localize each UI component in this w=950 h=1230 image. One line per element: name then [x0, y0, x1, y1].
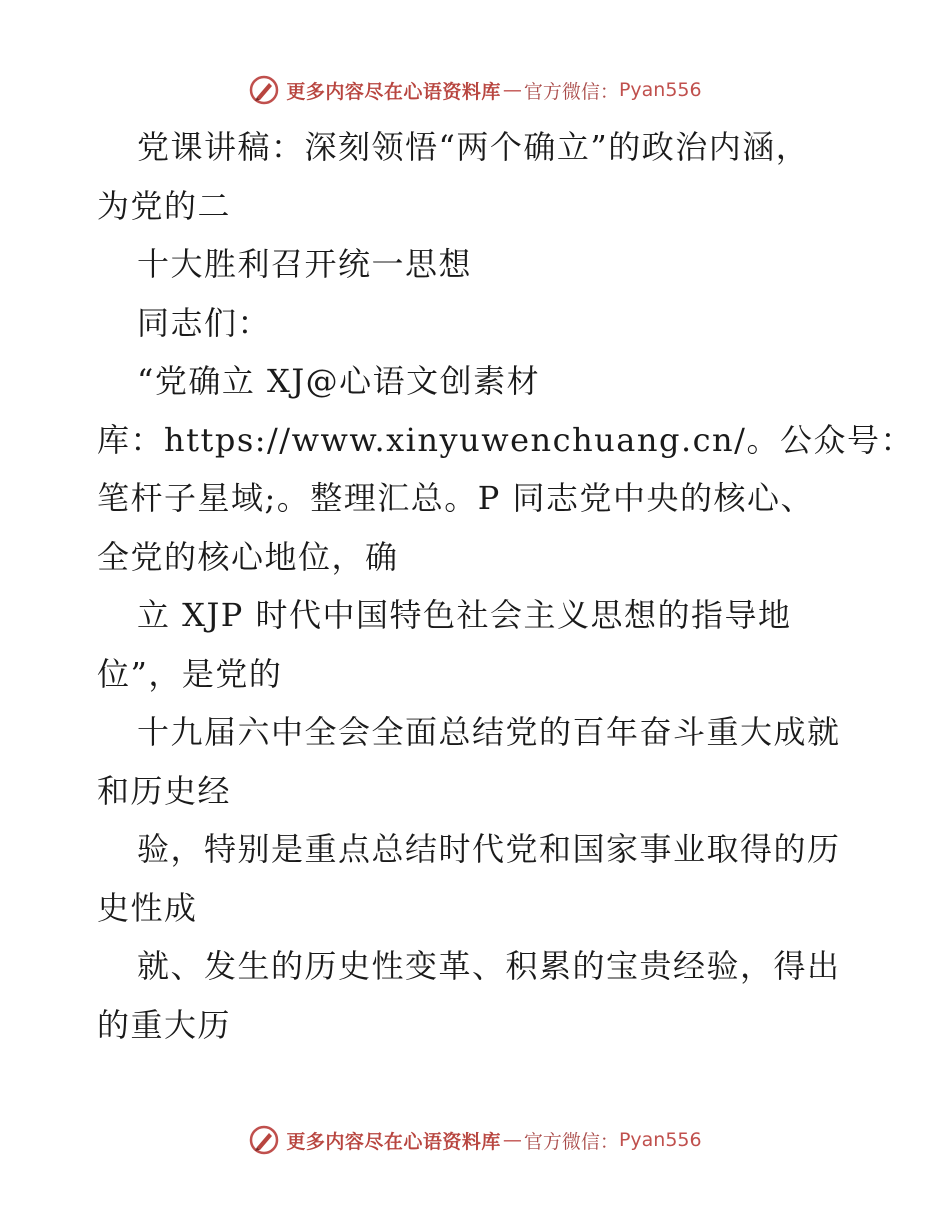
text-line: 笔杆子星域;。整理汇总。P 同志党中央的核心、 [97, 479, 814, 517]
text-line: 为党的二 [97, 186, 232, 225]
text-line: 就、发生的历史性变革、积累的宝贵经验，得出 [137, 947, 841, 985]
header-watermark [0, 70, 950, 110]
watermark-dash: — [502, 1129, 522, 1151]
watermark-id: Pyan556 [618, 79, 702, 101]
watermark-main-text: 更多内容尽在心语资料库 [286, 80, 501, 103]
watermark-sub-text: 官方微信： [523, 80, 619, 103]
text-line: 同志们： [137, 303, 272, 342]
text-line: “党确立 XJ@心语文创素材 [137, 362, 541, 400]
pen-logo-icon [248, 1124, 280, 1156]
text-line: 和历史经 [97, 771, 232, 810]
text-line: 党课讲稿：深刻领悟“两个确立”的政治内涵， [137, 128, 810, 166]
watermark-id: Pyan556 [618, 1129, 702, 1151]
watermark-main-text: 更多内容尽在心语资料库 [286, 1130, 501, 1153]
pen-logo-icon [248, 74, 280, 106]
text-line: 立 XJP 时代中国特色社会主义思想的指导地 [137, 596, 792, 634]
text-line: 库：https://www.xinyuwenchuang.cn/。公众号： [97, 420, 914, 459]
text-line: 位”，是党的 [97, 654, 283, 693]
text-line: 验，特别是重点总结时代党和国家事业取得的历 [137, 830, 841, 868]
footer-watermark [0, 1120, 950, 1160]
text-line: 的重大历 [97, 1005, 232, 1044]
text-line: 全党的核心地位，确 [97, 537, 399, 576]
watermark-sub-text: 官方微信： [523, 1130, 619, 1153]
text-line: 十九届六中全会全面总结党的百年奋斗重大成就 [137, 713, 841, 751]
text-line: 十大胜利召开统一思想 [137, 245, 473, 283]
text-line: 史性成 [97, 888, 198, 927]
watermark-dash: — [502, 79, 522, 101]
document-body [97, 118, 914, 1054]
